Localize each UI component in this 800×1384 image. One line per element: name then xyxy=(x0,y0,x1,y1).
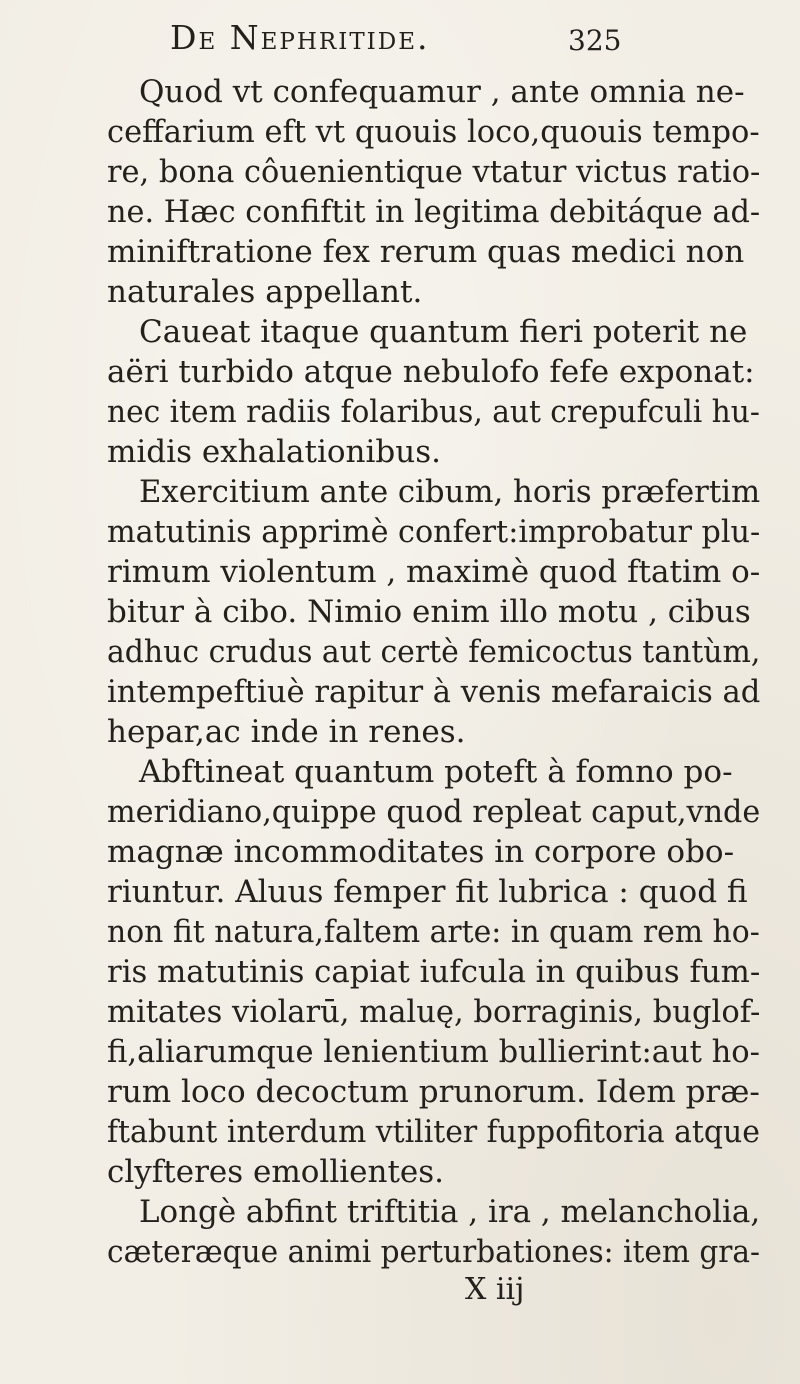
text-line: naturales appellant. xyxy=(107,274,423,310)
text-line: Exercitium ante cibum, horis præfertim xyxy=(139,474,761,510)
text-line: ne. Hæc confiftit in legitima debitáque ad- xyxy=(107,194,761,230)
text-line: intempeftiuè rapitur à venis mefaraicis ad xyxy=(107,674,761,710)
text-line: cæteræque animi perturbationes: item gra- xyxy=(107,1234,761,1270)
text-line: re, bona côuenientique vtatur victus ratio- xyxy=(107,154,761,190)
text-line: ftabunt interdum vtiliter fuppofitoria atque xyxy=(107,1114,760,1150)
text-line: aëri turbido atque nebulofo fefe exponat: xyxy=(107,354,755,390)
text-line: fi,aliarumque lenientium bullierint:aut ho- xyxy=(107,1034,760,1070)
text-line: Quod vt confequamur , ante omnia ne- xyxy=(139,74,745,110)
text-line: Caueat itaque quantum fieri poterit ne xyxy=(139,314,748,350)
running-head: De Nephritide. xyxy=(170,18,430,57)
text-line: rum loco decoctum prunorum. Idem præ- xyxy=(107,1074,760,1110)
text-line: rimum violentum , maximè quod ftatim o- xyxy=(107,554,761,590)
page-header xyxy=(170,18,670,58)
text-line: midis exhalationibus. xyxy=(107,434,441,470)
text-line: clyfteres emollientes. xyxy=(107,1154,445,1190)
text-line: Longè abfint triftitia , ira , melancholia, xyxy=(139,1194,761,1230)
text-line: adhuc crudus aut certè femicoctus tantùm, xyxy=(107,634,761,670)
text-line: miniftratione fex rerum quas medici non xyxy=(107,234,745,270)
text-line: non fit natura,faltem arte: in quam rem ho- xyxy=(107,914,760,950)
text-line: matutinis apprimè confert:improbatur plu- xyxy=(107,514,761,550)
text-line: bitur à cibo. Nimio enim illo motu , cibus xyxy=(107,594,751,630)
text-line: Abftineat quantum poteft à fomno po- xyxy=(139,754,733,790)
signature-mark: X iij xyxy=(465,1272,525,1307)
text-line: riuntur. Aluus femper fit lubrica : quod fi xyxy=(107,874,748,910)
text-line: magnæ incommoditates in corpore obo- xyxy=(107,834,735,870)
text-line: ris matutinis capiat iufcula in quibus fum- xyxy=(107,954,761,990)
text-line: mitates violarū, maluę, borraginis, buglof- xyxy=(107,994,761,1030)
text-line: meridiano,quippe quod repleat caput,vnde xyxy=(107,794,761,830)
page-number: 325 xyxy=(568,24,622,57)
text-line: nec item radiis folaribus, aut crepufculi hu- xyxy=(107,394,760,430)
text-line: hepar,ac inde in renes. xyxy=(107,714,466,750)
text-line: ceffarium eft vt quouis loco,quouis tempo- xyxy=(107,114,760,150)
